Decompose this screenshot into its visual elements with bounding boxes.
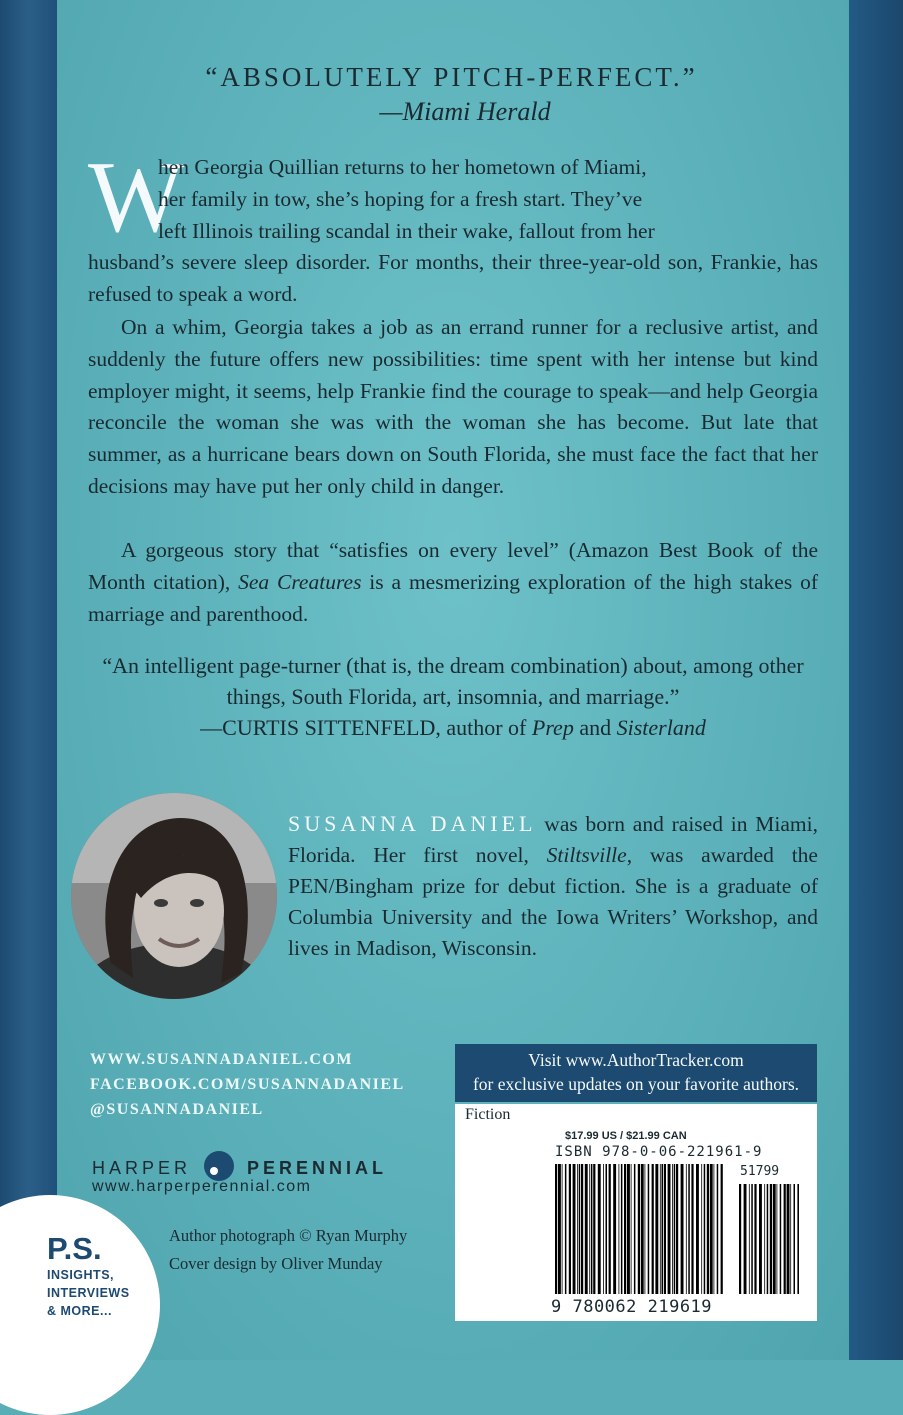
barcode-bar — [797, 1184, 799, 1294]
barcode-bar — [613, 1164, 616, 1294]
barcode-bar — [784, 1184, 786, 1294]
barcode-bar — [751, 1184, 753, 1294]
barcode-bar — [634, 1164, 636, 1294]
blurb-and: and — [573, 715, 617, 740]
barcode-bar — [606, 1164, 608, 1294]
bio-text-b: , was awarded the PEN/Bingham prize for debut fiction. She is a graduate of Columbia University and the Iowa Writers’ Workshop, and lives in Madison, Wisconsin. — [288, 843, 818, 960]
barcode-bar — [696, 1164, 699, 1294]
tracker-line-2: for exclusive updates on your favorite authors. — [472, 1074, 800, 1094]
tracker-line-1: Visit www.AuthorTracker.com — [528, 1050, 744, 1070]
ps-title: P.S. — [47, 1231, 102, 1266]
barcode-bar — [589, 1164, 590, 1294]
barcode-bar — [591, 1164, 593, 1294]
author-photo — [71, 793, 277, 999]
barcode-bar — [790, 1184, 791, 1294]
barcode-bar — [631, 1164, 632, 1294]
barcode-bar — [777, 1184, 778, 1294]
twitter-handle[interactable]: @SUSANNADANIEL — [90, 1101, 264, 1118]
barcode-bar — [662, 1164, 664, 1294]
barcode-bar — [714, 1164, 715, 1294]
barcode-bar — [619, 1164, 620, 1294]
description-paragraph-1 — [88, 152, 818, 311]
pull-quote: “ABSOLUTELY PITCH-PERFECT.” — [205, 62, 698, 92]
category-label: Fiction — [465, 1106, 511, 1123]
barcode-bar — [660, 1164, 661, 1294]
barcode-bar — [672, 1164, 673, 1294]
photo-credit: Author photograph © Ryan Murphy — [169, 1226, 408, 1245]
barcode-bar — [627, 1164, 630, 1294]
isbn-label: ISBN 978-0-06-221961-9 — [555, 1144, 763, 1160]
barcode-bar — [558, 1164, 561, 1294]
barcode-bar — [664, 1164, 666, 1294]
publisher-url[interactable]: www.harperperennial.com — [92, 1178, 312, 1195]
p3-text-b: is a mesmerizing exploration of the high stakes of marriage and parenthood. — [88, 569, 818, 626]
barcode-bar — [581, 1164, 583, 1294]
barcode-bar — [641, 1164, 644, 1294]
barcode-bar — [707, 1164, 709, 1294]
blurb-book-2: Sisterland — [616, 715, 706, 740]
barcode-bar — [573, 1164, 576, 1294]
p1-line-2: her family in tow, she’s hoping for a fresh start. They’ve — [158, 186, 643, 211]
barcode-bar — [621, 1164, 623, 1294]
barcode-bar — [780, 1184, 782, 1294]
blurb-author: —CURTIS SITTENFELD, author of — [200, 715, 532, 740]
description-paragraph-2: On a whim, Georgia takes a job as an errand runner for a reclusive artist, and suddenly the future offers new possibilities: time spent with her intense but kind employer might, it seems, help Frankie find the courage to speak—and help Georgia reconcile the woman she was with the woman she has become. But late that summer, as a hurricane bears down on South Florida, she must face the fact that her decisions may have put her only child in danger. — [88, 315, 818, 498]
author-name: SUSANNA DANIEL — [288, 811, 537, 836]
barcode-bar — [717, 1164, 719, 1294]
barcode-bar — [688, 1164, 690, 1294]
review-blurb — [95, 650, 811, 743]
barcode-bar — [585, 1164, 588, 1294]
blurb-attribution — [95, 712, 811, 743]
bio-text-a: was born and raised in Miami, Florida. Her first novel, — [288, 812, 819, 867]
barcode-bar — [579, 1164, 581, 1294]
barcode-bar — [794, 1184, 796, 1294]
perennial-wordmark: PERENNIAL — [247, 1158, 388, 1178]
ps-line-1: INSIGHTS, — [47, 1268, 115, 1282]
right-spine — [849, 0, 903, 1360]
barcode-bar — [624, 1164, 626, 1294]
barcode-bar — [749, 1184, 750, 1294]
description-paragraph-3 — [88, 535, 818, 630]
barcode-bar — [759, 1184, 762, 1294]
author-links — [90, 1047, 405, 1122]
barcode-bar — [739, 1184, 741, 1294]
barcode-bar — [555, 1164, 557, 1294]
barcode-bar — [577, 1164, 578, 1294]
ps-line-2: INTERVIEWS — [47, 1286, 130, 1300]
barcode-bar — [770, 1184, 772, 1294]
barcode-bar — [645, 1164, 646, 1294]
barcode-bar — [676, 1164, 678, 1294]
bio-novel: Stiltsville — [546, 843, 627, 867]
barcode-bar — [674, 1164, 676, 1294]
barcode-bar — [686, 1164, 687, 1294]
author-bio — [288, 808, 818, 964]
p1-rest: husband’s severe sleep disorder. For months, their three-year-old son, Frankie, has refused to speak a word. — [88, 250, 818, 307]
barcode-bar — [744, 1184, 747, 1294]
barcode-bar — [767, 1184, 769, 1294]
barcode-bar — [565, 1164, 567, 1294]
p3-book-title: Sea Creatures — [238, 569, 362, 594]
p3-text-a: A gorgeous story that “satisfies on every level” (Amazon Best Book of the Month citation), — [88, 538, 818, 594]
barcode-bar — [609, 1164, 611, 1294]
barcode-box — [455, 1104, 817, 1321]
barcode-bar — [598, 1164, 601, 1294]
credits — [169, 1222, 407, 1278]
price-label: $17.99 US / $21.99 CAN — [565, 1130, 687, 1142]
ps-badge-text — [47, 1232, 130, 1320]
barcode-bar — [701, 1164, 702, 1294]
blurb-book-1: Prep — [531, 715, 574, 740]
barcode-bar — [569, 1164, 571, 1294]
barcode-bar — [655, 1164, 658, 1294]
blurb-text: “An intelligent page-turner (that is, the dream combination) about, among other things, South Florida, art, insomnia, and marriage.” — [102, 653, 804, 709]
p1-line-3: left Illinois trailing scandal in their wake, fallout from her — [158, 218, 655, 243]
barcode-bar — [562, 1164, 563, 1294]
website-link[interactable]: WWW.SUSANNADANIEL.COM — [90, 1051, 353, 1068]
ean-digits: 9 780062 219619 — [551, 1297, 713, 1317]
harper-wordmark: HARPER — [92, 1158, 192, 1178]
design-credit: Cover design by Oliver Munday — [169, 1254, 383, 1273]
facebook-link[interactable]: FACEBOOK.COM/SUSANNADANIEL — [90, 1076, 405, 1093]
pull-quote-source: —Miami Herald — [379, 97, 551, 126]
barcode-bar — [754, 1184, 756, 1294]
barcode-bar — [773, 1184, 776, 1294]
drop-cap: W — [88, 141, 185, 254]
barcode-bar — [593, 1164, 595, 1294]
barcode-bar — [648, 1164, 650, 1294]
addon-code: 51799 — [740, 1164, 780, 1179]
ean-barcode — [555, 1164, 723, 1294]
ps-line-3: & MORE... — [47, 1304, 112, 1318]
barcode-bar — [603, 1164, 604, 1294]
barcode-bar — [787, 1184, 790, 1294]
addon-barcode — [739, 1184, 799, 1294]
author-tracker-box — [455, 1044, 817, 1102]
barcode-bar — [710, 1164, 713, 1294]
barcode-bar — [681, 1164, 684, 1294]
barcode-bar — [764, 1184, 765, 1294]
barcode-bar — [691, 1164, 693, 1294]
barcode-bar — [704, 1164, 706, 1294]
barcode-bar — [668, 1164, 671, 1294]
p1-line-1: hen Georgia Quillian returns to her hometown of Miami, — [158, 155, 647, 179]
barcode-bar — [652, 1164, 654, 1294]
barcode-bar — [721, 1164, 723, 1294]
barcode-bar — [638, 1164, 640, 1294]
left-spine — [0, 0, 57, 1360]
